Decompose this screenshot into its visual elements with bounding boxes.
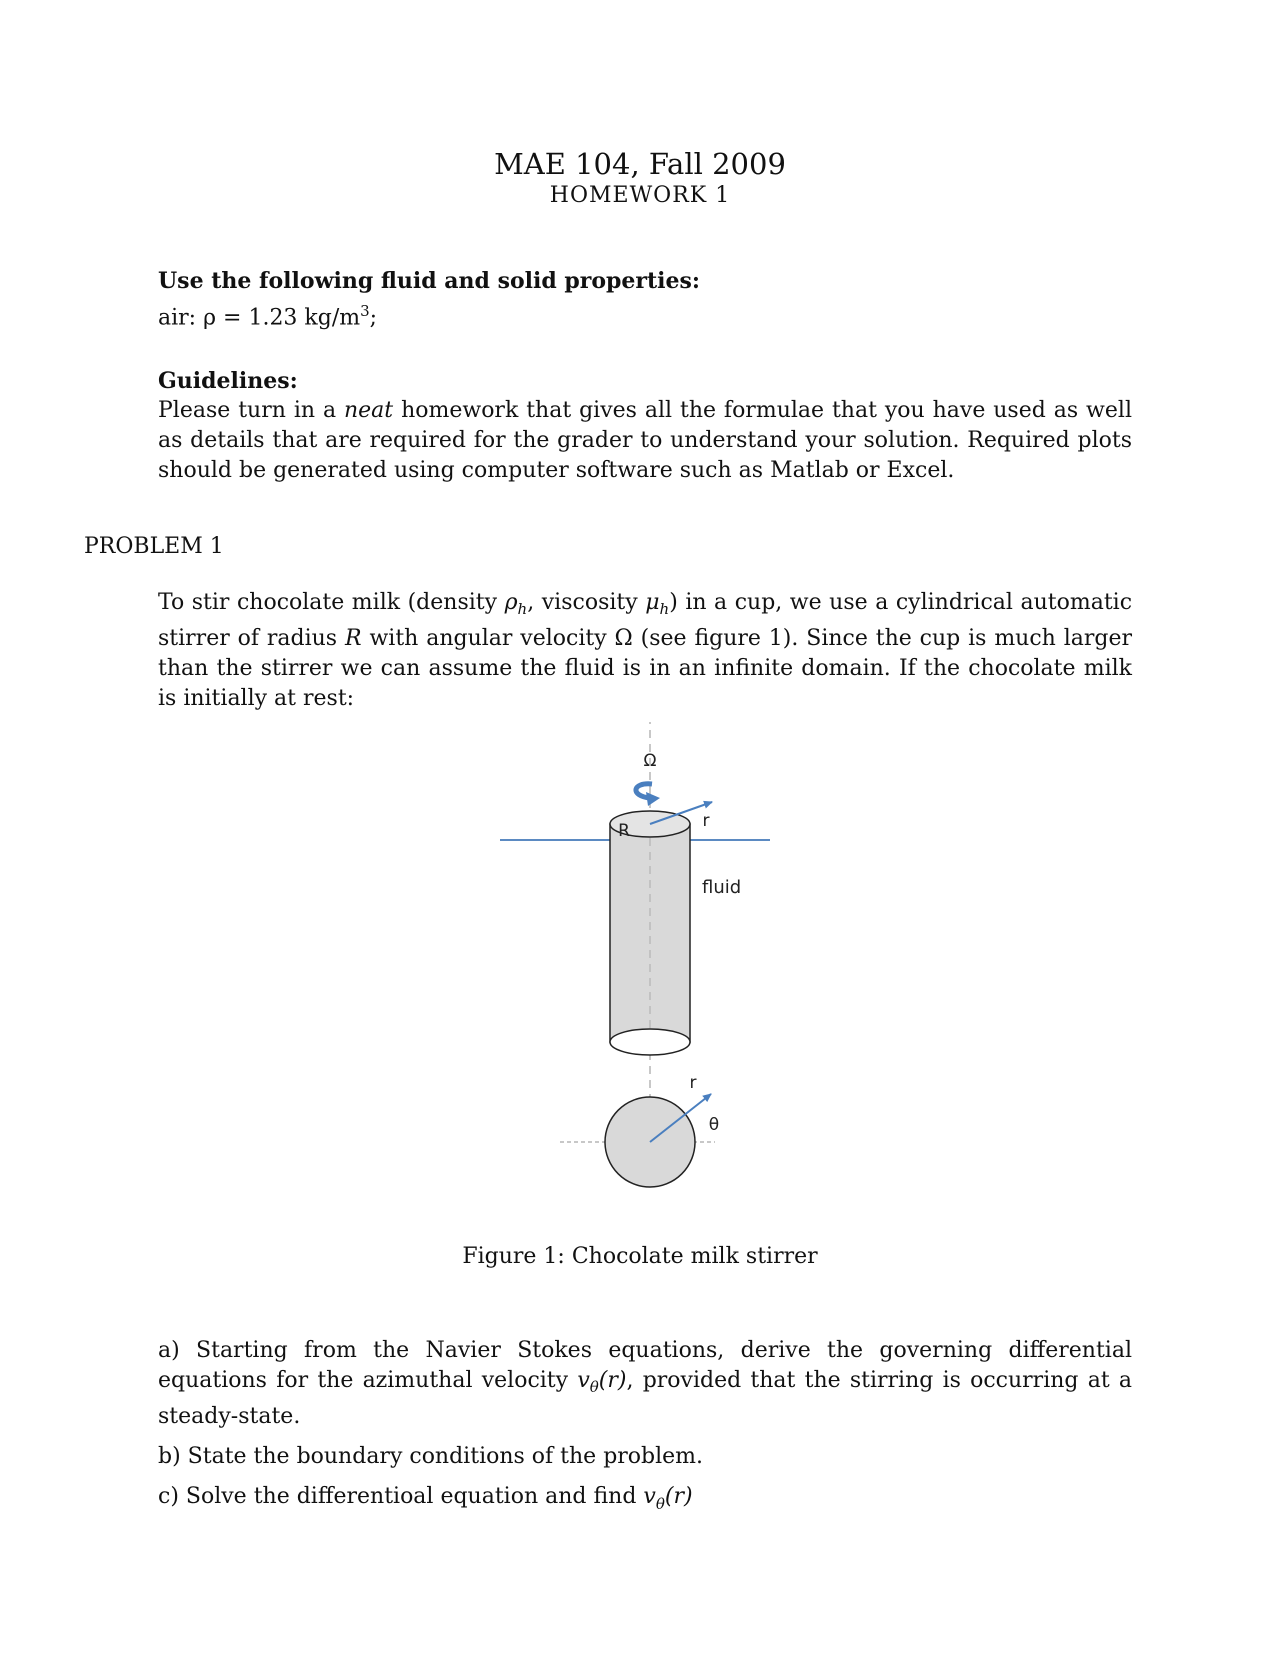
rotation-arrowhead-icon [646,792,660,806]
problem-text-part: To stir chocolate milk (density [158,590,498,615]
v-theta-argument: (r) [664,1484,693,1510]
problem-text-part: with angular velocity Ω (see figure 1). Since the cup is much larger than the stirrer we can assume the fluid is in an infinite domain. If the chocolate milk is initially at rest: [158,626,1133,712]
question-a-text: a) Starting from the Navier Stokes equations, derive the governing differential equations for the azimuthal velocity [158,1338,1132,1393]
stirrer-bottom-ellipse [610,1029,690,1055]
problem-text-part: ) in a cup, we use a cylindrical automatic stirrer of radius [158,590,1133,652]
homework-subtitle: HOMEWORK 1 [549,183,731,208]
guidelines-section [158,366,1132,486]
air-label: air: [158,305,197,331]
mu-symbol: μ [645,590,660,615]
v-theta-argument: (r) [598,1368,627,1393]
question-a [158,1336,1132,1432]
problem-statement [158,588,1132,714]
course-title: MAE 104, Fall 2009 [494,147,786,181]
v-theta-subscript: θ [589,1378,599,1397]
guidelines-text-part: Please turn in a [158,398,337,423]
guidelines-heading: Guidelines: [158,368,298,394]
air-density-suffix: ; [369,305,378,331]
air-density-exponent: 3 [360,302,370,320]
air-property [158,296,1132,333]
fluid-label: fluid [702,877,742,898]
mu-subscript: h [659,600,670,619]
air-density-value: ρ = 1.23 kg/m [203,305,361,331]
problem-text-part: , viscosity [527,590,638,615]
question-b: b) State the boundary conditions of the problem. [158,1444,704,1470]
stirrer-figure [500,722,790,1212]
radius-label: R [618,821,630,841]
properties-section [158,266,1132,333]
question-a-text: , provided that the stirring is occurring at a steady-state. [158,1368,1133,1430]
problem-heading: PROBLEM 1 [84,534,224,559]
properties-heading: Use the following fluid and solid properties: [158,268,701,294]
v-theta-symbol: v [643,1484,656,1510]
r-label-top: r [702,811,710,831]
question-c-text: c) Solve the differentioal equation and find [158,1484,637,1510]
question-c [158,1482,1132,1518]
v-theta-subscript: θ [655,1494,665,1513]
guidelines-text-part: homework that gives all the formulae that you have used as well as details that are required for the grader to understand your solution. Required plots should be generated using computer software such as Matlab or Excel. [158,398,1132,483]
rho-symbol: ρ [504,590,518,615]
questions-section [158,1336,1132,1529]
r-label-bottom: r [689,1073,697,1093]
guidelines-emphasis: neat [343,398,394,423]
title-block [0,146,1280,210]
theta-label: θ [708,1115,720,1135]
radius-symbol: R [345,626,362,652]
omega-label: Ω [643,751,657,771]
rho-subscript: h [517,600,528,619]
guidelines-text [158,396,1132,486]
v-theta-symbol: v [577,1368,590,1393]
figure-caption: Figure 1: Chocolate milk stirrer [462,1244,818,1269]
